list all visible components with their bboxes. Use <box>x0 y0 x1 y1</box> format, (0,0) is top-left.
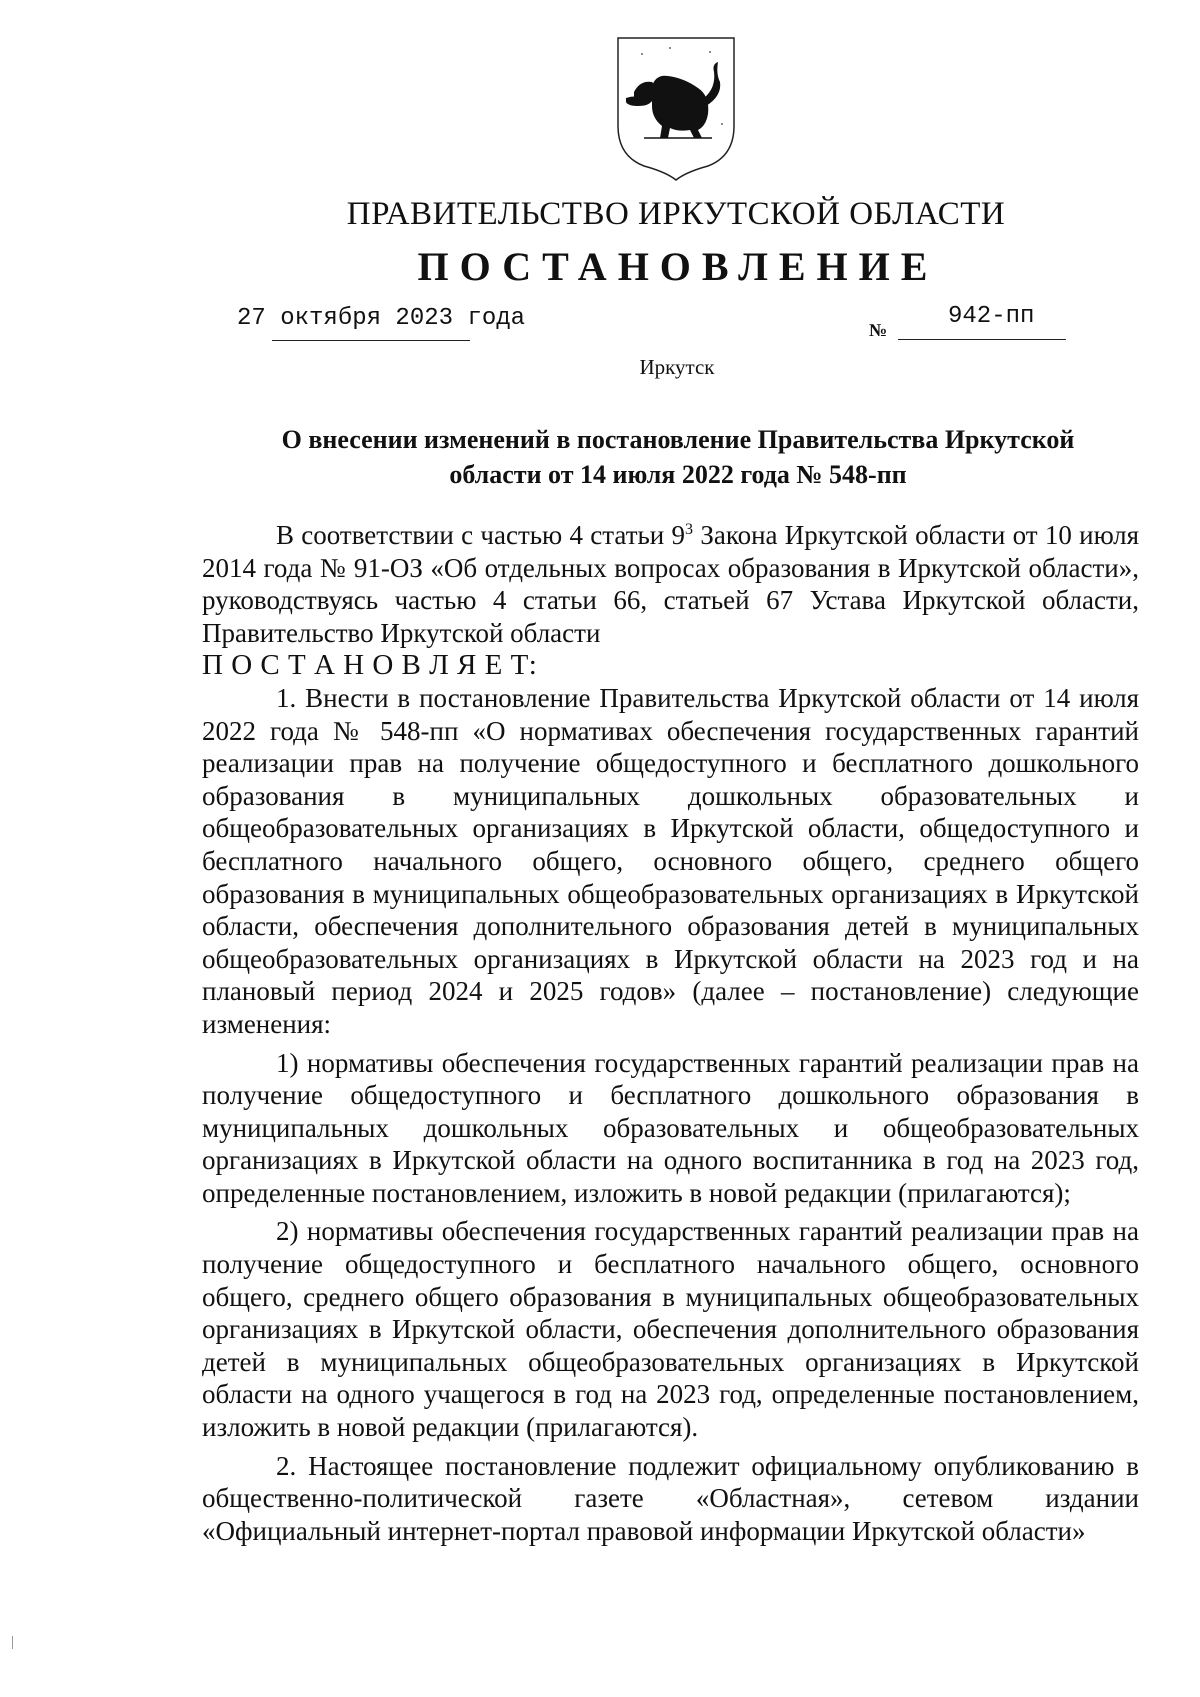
document-date: 27 октября 2023 года <box>237 305 526 332</box>
subitem-2: 2) нормативы обеспечения государственных гарантий реализации прав на получение общедоступного и бесплатного начального общего, основного общего, среднего общего образования в муниципальных общеобразовательных организациях в Иркутской области, обеспечения дополнительного образования детей в муниципальных общеобразовательных организациях в Иркутской области на одного учащегося в год на 2023 год, определенные постановлением, изложить в новой редакции (прилагаются). <box>202 1216 1139 1443</box>
number-sign: № <box>869 320 888 340</box>
preamble-part-a: В соответствии с частью 4 статьи 9 <box>276 520 686 550</box>
article-superscript: 3 <box>685 521 694 538</box>
resolves-heading: П О С Т А Н О В Л Я Е Т: <box>202 649 538 682</box>
document-type: ПОСТАНОВЛЕНИЕ <box>417 244 939 289</box>
document-body <box>202 519 1139 1547</box>
scan-edge-mark <box>12 1636 13 1649</box>
document-number: 942-пп <box>948 303 1035 330</box>
title-line-1: О внесении изменений в постановление Правительства Иркутской <box>281 425 1075 454</box>
coat-of-arms-icon <box>612 34 740 182</box>
item-1: 1. Внести в постановление Правительства Иркутской области от 14 июля 2022 года № 548-пп «О нормативах обеспечения государственных гарантий реализации прав на получение общедоступного и бесплатного дошкольного образования в муниципальных дошкольных образовательных и общеобразовательных организациях в Иркутской области, общедоступного и бесплатного начального общего, основного общего, среднего общего образования в муниципальных общеобразовательных организациях в Иркутской области, обеспечения дополнительного образования детей в муниципальных общеобразовательных организациях в Иркутской области на 2023 год и на плановый период 2024 и 2025 годов» (далее – постановление) следующие изменения: <box>202 682 1139 1039</box>
date-underline <box>272 340 470 341</box>
government-name: ПРАВИТЕЛЬСТВО ИРКУТСКОЙ ОБЛАСТИ <box>346 196 1006 232</box>
subitem-1: 1) нормативы обеспечения государственных гарантий реализации прав на получение общедоступного и бесплатного дошкольного образования в муниципальных дошкольных образовательных и общеобразовательных организациях в Иркутской области на одного воспитанника в год на 2023 год, определенные постановлением, изложить в новой редакции (прилагаются); <box>202 1047 1139 1208</box>
city: Иркутск <box>639 355 715 379</box>
number-underline <box>898 339 1066 340</box>
document-title <box>220 422 1136 492</box>
title-line-2: области от 14 июля 2022 года № 548-пп <box>449 460 907 489</box>
preamble-part-b: Закона Иркутской области от 10 июля 2014 года № 91-ОЗ «Об отдельных вопросах образования в Иркутской области», руководствуясь частью 4 статьи 66, статьей 67 Устава Иркутской области, Правительство Иркутской области <box>202 520 1139 648</box>
preamble <box>202 519 1139 649</box>
item-2: 2. Настоящее постановление подлежит официальному опубликованию в общественно-политической газете «Областная», сетевом издании «Официальный интернет-портал правовой информации Иркутской области» <box>202 1450 1139 1546</box>
